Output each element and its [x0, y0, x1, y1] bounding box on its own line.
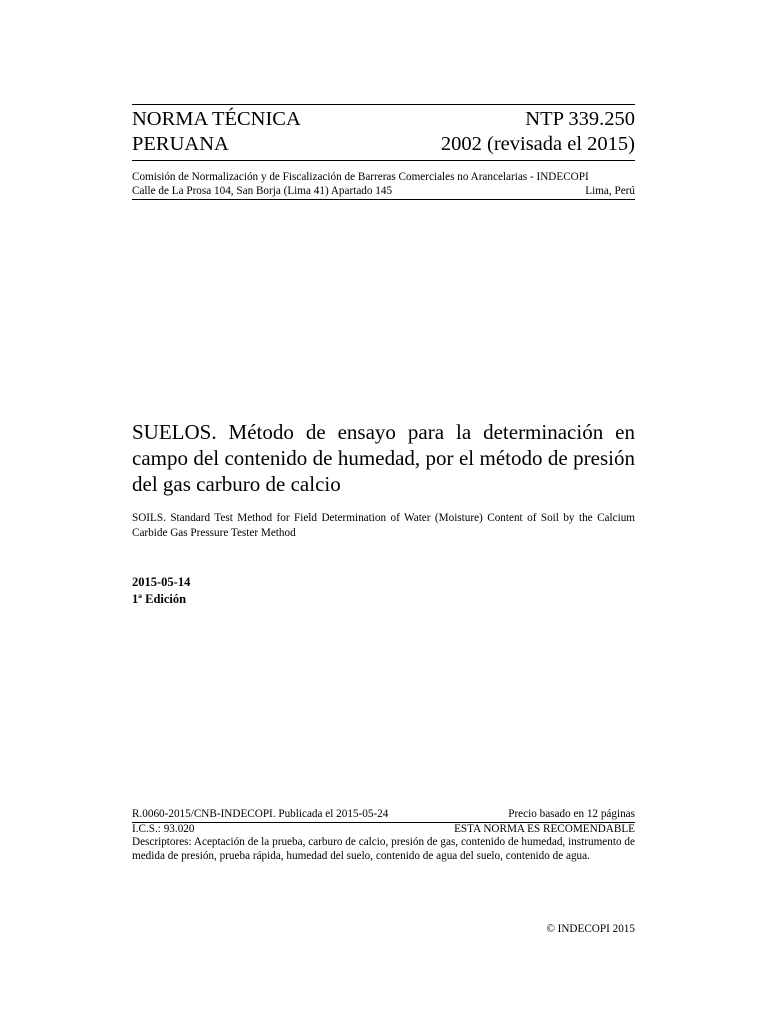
norm-country-label: PERUANA — [132, 133, 229, 155]
footer-row-2 — [132, 823, 635, 837]
edition-label: 1ª Edición — [132, 592, 187, 606]
recommendation-status: ESTA NORMA ES RECOMENDABLE — [454, 823, 635, 835]
publisher-name: Comisión de Normalización y de Fiscalización de Barreras Comerciales no Arancelarias - INDECOPI — [132, 171, 589, 183]
norm-code: NTP 339.250 — [525, 108, 635, 130]
norm-type-label: NORMA TÉCNICA — [132, 108, 301, 130]
document-subtitle-en: SOILS. Standard Test Method for Field Determination of Water (Moisture) Content of Soil by the Calcium Carbide Gas Pressure Tester Method — [132, 512, 635, 539]
descriptors-paragraph: Descriptores: Aceptación de la prueba, carburo de calcio, presión de gas, contenido de humedad, instrumento de medida de presión, prueba rápida, humedad del suelo, contenido de agua del suelo, contenido de agua. — [132, 836, 635, 862]
publisher-line-1 — [132, 171, 635, 185]
norm-year: 2002 (revisada el 2015) — [440, 133, 635, 155]
header-top-rule — [132, 104, 635, 105]
ics-code: I.C.S.: 93.020 — [132, 823, 195, 835]
header-row-2 — [132, 131, 635, 157]
header-mid-rule — [132, 160, 635, 161]
price-note: Precio basado en 12 páginas — [508, 808, 635, 820]
publisher-line-2 — [132, 185, 635, 199]
publication-date: 2015-05-14 — [132, 575, 191, 589]
footer-row-1 — [132, 808, 635, 822]
header-row-1 — [132, 106, 635, 132]
header-bottom-rule — [132, 199, 635, 200]
publisher-address: Calle de La Prosa 104, San Borja (Lima 41) Apartado 145 — [132, 185, 393, 197]
copyright-notice: © INDECOPI 2015 — [546, 923, 635, 935]
resolution-reference: R.0060-2015/CNB-INDECOPI. Publicada el 2015-05-24 — [132, 808, 389, 820]
document-title: SUELOS. Método de ensayo para la determinación en campo del contenido de humedad, por el método de presión del gas carburo de calcio — [132, 420, 635, 496]
publisher-city: Lima, Perú — [585, 185, 635, 197]
